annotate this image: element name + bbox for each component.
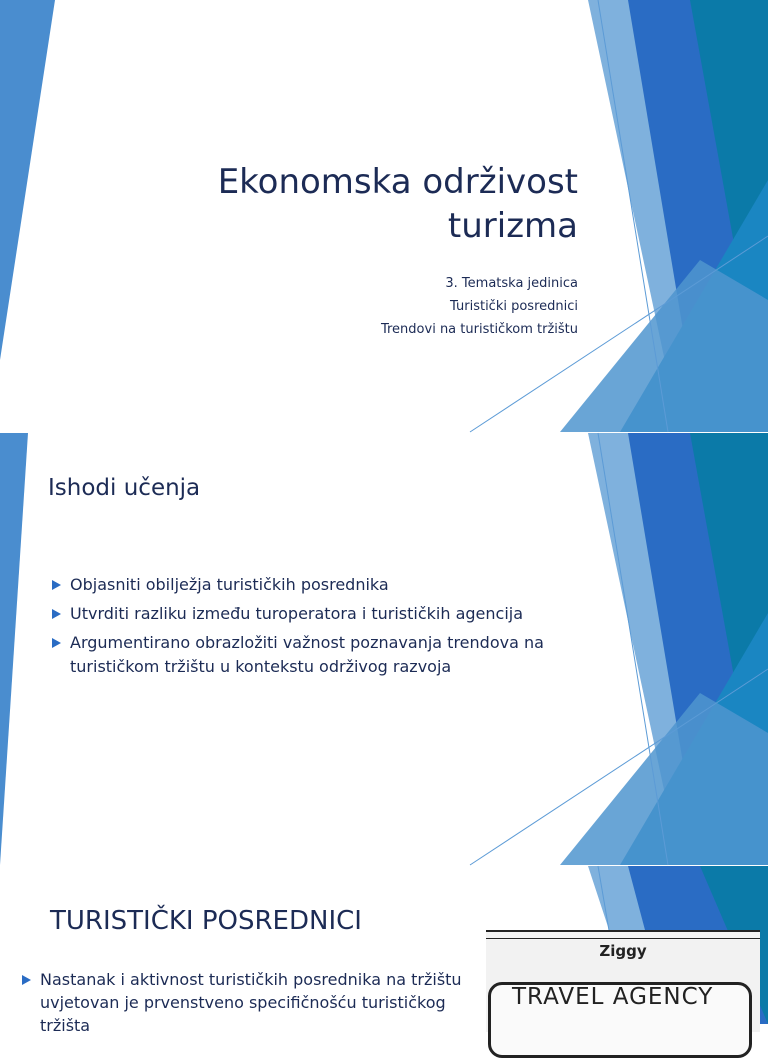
cartoon-title: Ziggy [599,942,647,960]
list-item [22,968,462,1037]
bullet-list [52,573,562,684]
bullet-arrow-icon [52,638,61,648]
bullet-list [22,968,462,1037]
list-item-text: Utvrditi razliku između turoperatora i turističkih agencija [70,604,524,623]
subtitle-list [158,272,578,341]
list-item-text: Argumentirano obrazložiti važnost poznavanja trendova na turističkom tržištu u kontekstu održivog razvoja [70,633,544,676]
list-item [52,631,562,679]
slide-1 [0,0,768,432]
slide-title [78,160,578,248]
list-item [52,602,562,626]
bullet-arrow-icon [22,975,31,985]
slide-heading: Ishodi učenja [48,475,201,501]
cartoon-image [486,930,760,1032]
cartoon-border [486,938,760,939]
list-item [52,573,562,597]
cartoon-sign-text: TRAVEL AGENCY [512,984,714,1010]
bullet-arrow-icon [52,580,61,590]
slide-title-text: Ekonomska održivost turizma [217,162,578,246]
slide-2 [0,433,768,865]
bullet-arrow-icon [52,609,61,619]
list-item-text: Nastanak i aktivnost turističkih posrednika na tržištu uvjetovan je prvenstveno specifičnošću turističkog tržišta [40,970,462,1035]
list-item-text: Objasniti obilježja turističkih posrednika [70,575,389,594]
subtitle-line: Trendovi na turističkom tržištu [380,322,578,337]
slide-3 [0,866,768,1035]
subtitle-line: Turistički posrednici [450,299,578,314]
slide-heading: TURISTIČKI POSREDNICI [50,906,362,936]
subtitle-line: 3. Tematska jedinica [445,276,578,291]
